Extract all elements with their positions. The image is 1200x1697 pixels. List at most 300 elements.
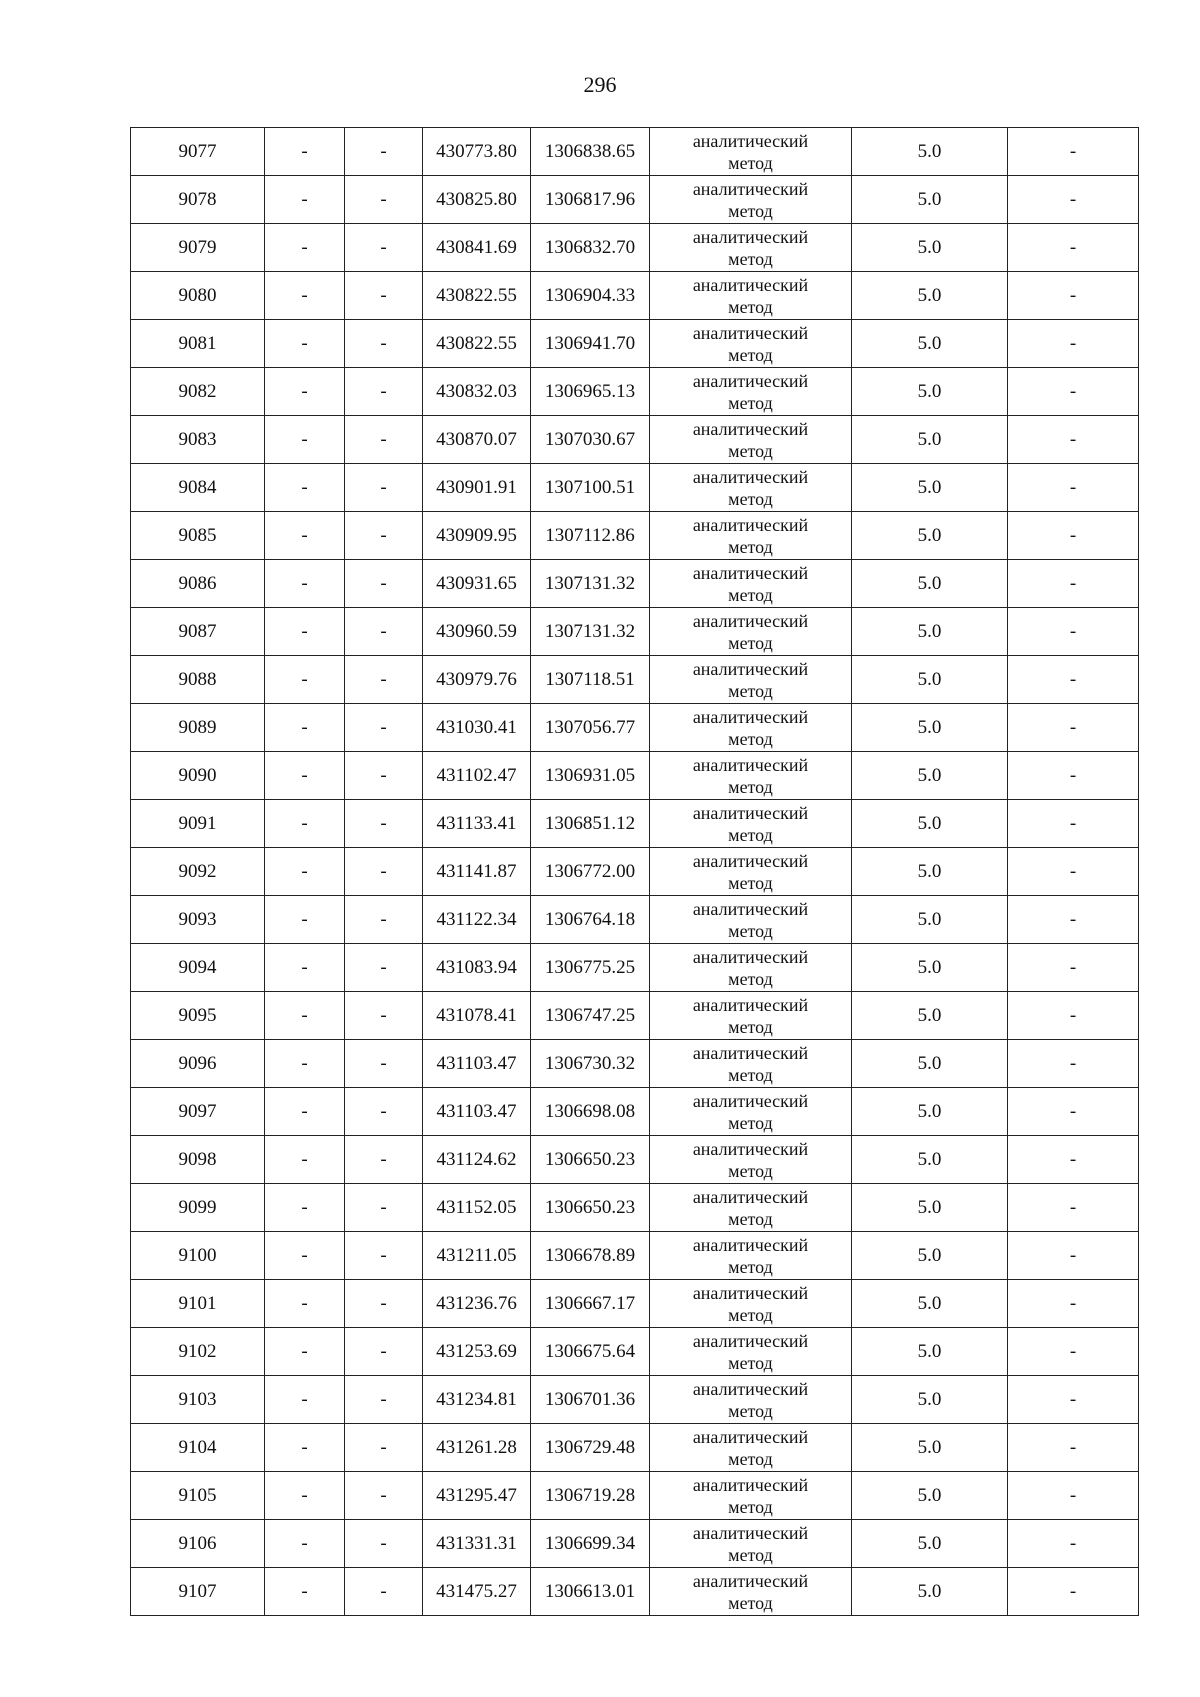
note-cell: - (1008, 224, 1139, 272)
method-cell (650, 1184, 852, 1232)
x-coordinate-cell: 431475.27 (423, 1568, 531, 1616)
table-row (131, 224, 1139, 272)
x-coordinate-cell: 430960.59 (423, 608, 531, 656)
x-coordinate-cell: 431122.34 (423, 896, 531, 944)
method-text-line-2: метод (728, 1064, 773, 1085)
x-coordinate-cell: 430901.91 (423, 464, 531, 512)
method-text-line-1: аналитический (692, 946, 809, 967)
accuracy-cell: 5.0 (852, 896, 1008, 944)
column-3-cell: - (345, 1376, 423, 1424)
point-number-cell: 9093 (131, 896, 265, 944)
point-number-cell: 9105 (131, 1472, 265, 1520)
method-text-line-1: аналитический (692, 898, 809, 919)
y-coordinate-cell: 1306764.18 (531, 896, 650, 944)
method-cell (650, 1232, 852, 1280)
point-number-cell: 9084 (131, 464, 265, 512)
method-text-line-2: метод (728, 968, 773, 989)
note-cell: - (1008, 704, 1139, 752)
y-coordinate-cell: 1306931.05 (531, 752, 650, 800)
page-number: 296 (583, 72, 617, 97)
note-cell: - (1008, 1472, 1139, 1520)
column-2-cell: - (265, 1472, 345, 1520)
accuracy-cell: 5.0 (852, 272, 1008, 320)
accuracy-cell: 5.0 (852, 848, 1008, 896)
method-cell (650, 1040, 852, 1088)
method-text-line-1: аналитический (692, 322, 809, 343)
x-coordinate-cell: 431234.81 (423, 1376, 531, 1424)
table-row (131, 1424, 1139, 1472)
method-text-line-2: метод (728, 536, 773, 557)
x-coordinate-cell: 431152.05 (423, 1184, 531, 1232)
table-row (131, 1568, 1139, 1616)
point-number-cell: 9100 (131, 1232, 265, 1280)
accuracy-cell: 5.0 (852, 1520, 1008, 1568)
table-row (131, 1184, 1139, 1232)
column-3-cell: - (345, 368, 423, 416)
method-text-line-2: метод (728, 1256, 773, 1277)
point-number-cell: 9087 (131, 608, 265, 656)
point-number-cell: 9080 (131, 272, 265, 320)
method-cell (650, 1088, 852, 1136)
x-coordinate-cell: 430822.55 (423, 272, 531, 320)
accuracy-cell: 5.0 (852, 944, 1008, 992)
column-2-cell: - (265, 368, 345, 416)
table-row (131, 1040, 1139, 1088)
method-text-line-2: метод (728, 1304, 773, 1325)
point-number-cell: 9092 (131, 848, 265, 896)
point-number-cell: 9085 (131, 512, 265, 560)
method-text-line-1: аналитический (692, 226, 809, 247)
note-cell: - (1008, 512, 1139, 560)
y-coordinate-cell: 1306941.70 (531, 320, 650, 368)
column-3-cell: - (345, 1040, 423, 1088)
note-cell: - (1008, 608, 1139, 656)
method-cell (650, 176, 852, 224)
note-cell: - (1008, 272, 1139, 320)
method-cell (650, 1376, 852, 1424)
y-coordinate-cell: 1307100.51 (531, 464, 650, 512)
note-cell: - (1008, 1040, 1139, 1088)
x-coordinate-cell: 430832.03 (423, 368, 531, 416)
y-coordinate-cell: 1306851.12 (531, 800, 650, 848)
table-row (131, 560, 1139, 608)
note-cell: - (1008, 368, 1139, 416)
table-row (131, 272, 1139, 320)
method-text-line-1: аналитический (692, 706, 809, 727)
column-3-cell: - (345, 1184, 423, 1232)
y-coordinate-cell: 1306699.34 (531, 1520, 650, 1568)
column-2-cell: - (265, 1136, 345, 1184)
x-coordinate-cell: 431103.47 (423, 1040, 531, 1088)
method-cell (650, 896, 852, 944)
column-2-cell: - (265, 608, 345, 656)
column-3-cell: - (345, 1232, 423, 1280)
accuracy-cell: 5.0 (852, 1376, 1008, 1424)
accuracy-cell: 5.0 (852, 1328, 1008, 1376)
method-text-line-2: метод (728, 152, 773, 173)
column-2-cell: - (265, 560, 345, 608)
y-coordinate-cell: 1306650.23 (531, 1136, 650, 1184)
y-coordinate-cell: 1306817.96 (531, 176, 650, 224)
x-coordinate-cell: 431133.41 (423, 800, 531, 848)
accuracy-cell: 5.0 (852, 752, 1008, 800)
column-3-cell: - (345, 848, 423, 896)
y-coordinate-cell: 1306832.70 (531, 224, 650, 272)
table-row (131, 944, 1139, 992)
table-row (131, 656, 1139, 704)
method-cell (650, 416, 852, 464)
column-3-cell: - (345, 1280, 423, 1328)
x-coordinate-cell: 430870.07 (423, 416, 531, 464)
table-row (131, 704, 1139, 752)
note-cell: - (1008, 1328, 1139, 1376)
method-text-line-1: аналитический (692, 1570, 809, 1591)
point-number-cell: 9096 (131, 1040, 265, 1088)
method-cell (650, 320, 852, 368)
point-number-cell: 9098 (131, 1136, 265, 1184)
accuracy-cell: 5.0 (852, 1472, 1008, 1520)
column-2-cell: - (265, 176, 345, 224)
table-row (131, 1232, 1139, 1280)
column-3-cell: - (345, 224, 423, 272)
method-text-line-1: аналитический (692, 1522, 809, 1543)
method-text-line-2: метод (728, 1016, 773, 1037)
point-number-cell: 9094 (131, 944, 265, 992)
x-coordinate-cell: 431236.76 (423, 1280, 531, 1328)
column-3-cell: - (345, 1472, 423, 1520)
method-cell (650, 128, 852, 176)
y-coordinate-cell: 1306678.89 (531, 1232, 650, 1280)
note-cell: - (1008, 1088, 1139, 1136)
method-text-line-1: аналитический (692, 1282, 809, 1303)
column-3-cell: - (345, 320, 423, 368)
method-text-line-2: метод (728, 1112, 773, 1133)
note-cell: - (1008, 176, 1139, 224)
method-text-line-2: метод (728, 296, 773, 317)
x-coordinate-cell: 430822.55 (423, 320, 531, 368)
note-cell: - (1008, 1184, 1139, 1232)
column-2-cell: - (265, 1568, 345, 1616)
method-text-line-1: аналитический (692, 754, 809, 775)
x-coordinate-cell: 431102.47 (423, 752, 531, 800)
accuracy-cell: 5.0 (852, 1088, 1008, 1136)
table-row (131, 464, 1139, 512)
table-row (131, 992, 1139, 1040)
x-coordinate-cell: 430841.69 (423, 224, 531, 272)
point-number-cell: 9102 (131, 1328, 265, 1376)
point-number-cell: 9078 (131, 176, 265, 224)
accuracy-cell: 5.0 (852, 800, 1008, 848)
y-coordinate-cell: 1307131.32 (531, 560, 650, 608)
column-2-cell: - (265, 128, 345, 176)
note-cell: - (1008, 656, 1139, 704)
table-row (131, 128, 1139, 176)
note-cell: - (1008, 752, 1139, 800)
accuracy-cell: 5.0 (852, 464, 1008, 512)
x-coordinate-cell: 431261.28 (423, 1424, 531, 1472)
method-cell (650, 464, 852, 512)
method-cell (650, 1424, 852, 1472)
column-2-cell: - (265, 320, 345, 368)
y-coordinate-cell: 1306675.64 (531, 1328, 650, 1376)
note-cell: - (1008, 992, 1139, 1040)
method-cell (650, 656, 852, 704)
note-cell: - (1008, 560, 1139, 608)
point-number-cell: 9083 (131, 416, 265, 464)
method-text-line-2: метод (728, 680, 773, 701)
table-row (131, 752, 1139, 800)
column-3-cell: - (345, 416, 423, 464)
y-coordinate-cell: 1307056.77 (531, 704, 650, 752)
table-row (131, 1136, 1139, 1184)
column-3-cell: - (345, 1424, 423, 1472)
method-cell (650, 512, 852, 560)
note-cell: - (1008, 320, 1139, 368)
x-coordinate-cell: 431103.47 (423, 1088, 531, 1136)
method-cell (650, 608, 852, 656)
column-2-cell: - (265, 752, 345, 800)
accuracy-cell: 5.0 (852, 992, 1008, 1040)
point-number-cell: 9095 (131, 992, 265, 1040)
column-2-cell: - (265, 272, 345, 320)
point-number-cell: 9097 (131, 1088, 265, 1136)
method-text-line-1: аналитический (692, 418, 809, 439)
method-text-line-2: метод (728, 440, 773, 461)
method-text-line-2: метод (728, 632, 773, 653)
point-number-cell: 9101 (131, 1280, 265, 1328)
note-cell: - (1008, 1136, 1139, 1184)
accuracy-cell: 5.0 (852, 656, 1008, 704)
method-text-line-1: аналитический (692, 1474, 809, 1495)
column-3-cell: - (345, 656, 423, 704)
table-row (131, 800, 1139, 848)
y-coordinate-cell: 1306701.36 (531, 1376, 650, 1424)
column-2-cell: - (265, 1184, 345, 1232)
x-coordinate-cell: 431253.69 (423, 1328, 531, 1376)
method-text-line-2: метод (728, 1400, 773, 1421)
x-coordinate-cell: 431295.47 (423, 1472, 531, 1520)
table-row (131, 416, 1139, 464)
method-text-line-1: аналитический (692, 1138, 809, 1159)
note-cell: - (1008, 800, 1139, 848)
point-number-cell: 9106 (131, 1520, 265, 1568)
method-cell (650, 1568, 852, 1616)
table-row (131, 368, 1139, 416)
method-text-line-2: метод (728, 776, 773, 797)
method-cell (650, 1136, 852, 1184)
point-number-cell: 9077 (131, 128, 265, 176)
method-cell (650, 1472, 852, 1520)
y-coordinate-cell: 1306965.13 (531, 368, 650, 416)
point-number-cell: 9079 (131, 224, 265, 272)
point-number-cell: 9088 (131, 656, 265, 704)
y-coordinate-cell: 1307030.67 (531, 416, 650, 464)
method-text-line-2: метод (728, 1544, 773, 1565)
method-text-line-2: метод (728, 872, 773, 893)
column-3-cell: - (345, 992, 423, 1040)
method-text-line-2: метод (728, 824, 773, 845)
point-number-cell: 9081 (131, 320, 265, 368)
method-cell (650, 752, 852, 800)
accuracy-cell: 5.0 (852, 368, 1008, 416)
x-coordinate-cell: 431083.94 (423, 944, 531, 992)
method-text-line-2: метод (728, 1160, 773, 1181)
method-text-line-1: аналитический (692, 802, 809, 823)
method-cell (650, 944, 852, 992)
table-row (131, 1520, 1139, 1568)
method-text-line-2: метод (728, 344, 773, 365)
method-text-line-2: метод (728, 200, 773, 221)
y-coordinate-cell: 1306698.08 (531, 1088, 650, 1136)
column-2-cell: - (265, 1232, 345, 1280)
method-text-line-1: аналитический (692, 1090, 809, 1111)
table-row (131, 608, 1139, 656)
point-number-cell: 9104 (131, 1424, 265, 1472)
coordinates-table (130, 127, 1139, 1616)
accuracy-cell: 5.0 (852, 1136, 1008, 1184)
y-coordinate-cell: 1306775.25 (531, 944, 650, 992)
note-cell: - (1008, 944, 1139, 992)
note-cell: - (1008, 1232, 1139, 1280)
note-cell: - (1008, 128, 1139, 176)
x-coordinate-cell: 431141.87 (423, 848, 531, 896)
column-3-cell: - (345, 1568, 423, 1616)
column-2-cell: - (265, 416, 345, 464)
method-text-line-1: аналитический (692, 178, 809, 199)
method-text-line-1: аналитический (692, 1426, 809, 1447)
method-text-line-2: метод (728, 1208, 773, 1229)
x-coordinate-cell: 431331.31 (423, 1520, 531, 1568)
accuracy-cell: 5.0 (852, 128, 1008, 176)
method-cell (650, 272, 852, 320)
table-row (131, 1088, 1139, 1136)
method-text-line-1: аналитический (692, 1042, 809, 1063)
accuracy-cell: 5.0 (852, 320, 1008, 368)
x-coordinate-cell: 430979.76 (423, 656, 531, 704)
method-cell (650, 1520, 852, 1568)
note-cell: - (1008, 464, 1139, 512)
method-text-line-1: аналитический (692, 274, 809, 295)
accuracy-cell: 5.0 (852, 1232, 1008, 1280)
y-coordinate-cell: 1307131.32 (531, 608, 650, 656)
y-coordinate-cell: 1307112.86 (531, 512, 650, 560)
method-text-line-2: метод (728, 392, 773, 413)
method-cell (650, 992, 852, 1040)
column-3-cell: - (345, 1136, 423, 1184)
column-2-cell: - (265, 704, 345, 752)
note-cell: - (1008, 1568, 1139, 1616)
method-text-line-1: аналитический (692, 610, 809, 631)
method-text-line-2: метод (728, 920, 773, 941)
table-row (131, 512, 1139, 560)
column-2-cell: - (265, 1424, 345, 1472)
table-row (131, 1280, 1139, 1328)
column-3-cell: - (345, 512, 423, 560)
column-3-cell: - (345, 176, 423, 224)
method-cell (650, 224, 852, 272)
note-cell: - (1008, 1280, 1139, 1328)
column-3-cell: - (345, 800, 423, 848)
x-coordinate-cell: 430825.80 (423, 176, 531, 224)
table-row (131, 176, 1139, 224)
y-coordinate-cell: 1306730.32 (531, 1040, 650, 1088)
x-coordinate-cell: 431078.41 (423, 992, 531, 1040)
point-number-cell: 9091 (131, 800, 265, 848)
accuracy-cell: 5.0 (852, 1040, 1008, 1088)
note-cell: - (1008, 1424, 1139, 1472)
column-2-cell: - (265, 944, 345, 992)
x-coordinate-cell: 430773.80 (423, 128, 531, 176)
method-cell (650, 1280, 852, 1328)
table-row (131, 320, 1139, 368)
table-row (131, 1472, 1139, 1520)
column-2-cell: - (265, 800, 345, 848)
column-3-cell: - (345, 1328, 423, 1376)
point-number-cell: 9082 (131, 368, 265, 416)
y-coordinate-cell: 1306904.33 (531, 272, 650, 320)
x-coordinate-cell: 431211.05 (423, 1232, 531, 1280)
method-text-line-2: метод (728, 584, 773, 605)
column-2-cell: - (265, 1520, 345, 1568)
method-text-line-2: метод (728, 1592, 773, 1613)
table-row (131, 1376, 1139, 1424)
column-3-cell: - (345, 1088, 423, 1136)
point-number-cell: 9089 (131, 704, 265, 752)
y-coordinate-cell: 1306719.28 (531, 1472, 650, 1520)
table-row (131, 896, 1139, 944)
accuracy-cell: 5.0 (852, 608, 1008, 656)
method-text-line-1: аналитический (692, 562, 809, 583)
accuracy-cell: 5.0 (852, 512, 1008, 560)
column-2-cell: - (265, 464, 345, 512)
y-coordinate-cell: 1306729.48 (531, 1424, 650, 1472)
column-3-cell: - (345, 128, 423, 176)
column-2-cell: - (265, 656, 345, 704)
method-text-line-1: аналитический (692, 1378, 809, 1399)
note-cell: - (1008, 848, 1139, 896)
accuracy-cell: 5.0 (852, 224, 1008, 272)
point-number-cell: 9090 (131, 752, 265, 800)
x-coordinate-cell: 430909.95 (423, 512, 531, 560)
method-text-line-1: аналитический (692, 1186, 809, 1207)
column-3-cell: - (345, 896, 423, 944)
method-text-line-1: аналитический (692, 658, 809, 679)
method-text-line-1: аналитический (692, 130, 809, 151)
column-3-cell: - (345, 608, 423, 656)
method-text-line-2: метод (728, 1448, 773, 1469)
column-2-cell: - (265, 1328, 345, 1376)
y-coordinate-cell: 1306747.25 (531, 992, 650, 1040)
x-coordinate-cell: 431030.41 (423, 704, 531, 752)
x-coordinate-cell: 431124.62 (423, 1136, 531, 1184)
column-2-cell: - (265, 848, 345, 896)
y-coordinate-cell: 1306667.17 (531, 1280, 650, 1328)
column-3-cell: - (345, 752, 423, 800)
method-text-line-2: метод (728, 248, 773, 269)
column-2-cell: - (265, 1040, 345, 1088)
method-text-line-1: аналитический (692, 370, 809, 391)
method-text-line-2: метод (728, 488, 773, 509)
method-text-line-1: аналитический (692, 466, 809, 487)
method-cell (650, 848, 852, 896)
method-cell (650, 368, 852, 416)
accuracy-cell: 5.0 (852, 1424, 1008, 1472)
method-text-line-1: аналитический (692, 514, 809, 535)
x-coordinate-cell: 430931.65 (423, 560, 531, 608)
column-2-cell: - (265, 992, 345, 1040)
column-3-cell: - (345, 704, 423, 752)
column-3-cell: - (345, 464, 423, 512)
